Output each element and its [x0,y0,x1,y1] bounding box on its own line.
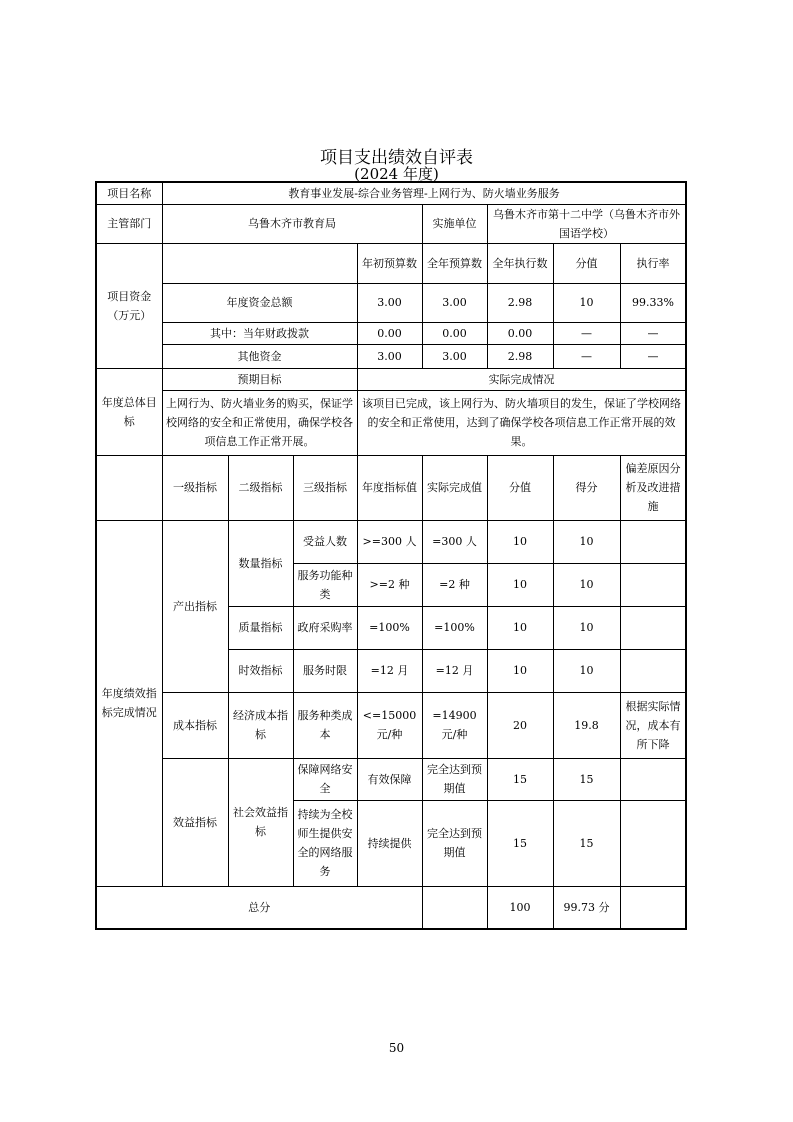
funds-cell: 2.98 [487,283,553,322]
indicator-header: 实际完成值 [422,455,487,520]
level3-indicator: 保障网络安全 [293,758,357,800]
target-value: 持续提供 [357,800,422,886]
funds-cell: 0.00 [422,322,487,344]
level3-indicator: 服务时限 [293,649,357,692]
funds-cell: 3.00 [422,344,487,368]
actual-header: 实际完成情况 [357,368,686,390]
funds-cell: 2.98 [487,344,553,368]
indicator-got: 10 [553,520,620,563]
funds-header-blank [162,243,357,283]
indicator-score: 20 [487,692,553,758]
funds-cell: — [553,322,620,344]
total-row [96,886,686,929]
target-value: =100% [357,606,422,649]
actual-value: =2 种 [422,563,487,606]
funds-cell: 3.00 [357,283,422,322]
indicator-note: 根据实际情况，成本有所下降 [620,692,686,758]
indicator-header: 分值 [487,455,553,520]
actual-value: =12 月 [422,649,487,692]
goal-label: 年度总体目标 [96,368,162,455]
indicator-note [620,606,686,649]
actual-value: 完全达到预期值 [422,758,487,800]
indicator-note [620,520,686,563]
indicator-header: 年度指标值 [357,455,422,520]
performance-table [95,181,687,930]
expected-header: 预期目标 [162,368,357,390]
funds-header-row [96,243,686,283]
indicator-got: 10 [553,606,620,649]
expected-goal: 上网行为、防火墙业务的购买，保证学校网络的安全和正常使用，确保学校各项信息工作正常开展。 [162,390,357,455]
funds-cell: 3.00 [357,344,422,368]
funds-header: 年初预算数 [357,243,422,283]
indicator-note [620,800,686,886]
funds-header: 执行率 [620,243,686,283]
indicator-got: 15 [553,758,620,800]
funds-header: 全年执行数 [487,243,553,283]
department-name: 乌鲁木齐市教育局 [162,204,422,243]
indicator-note [620,758,686,800]
unit-name: 乌鲁木齐市第十二中学（乌鲁木齐市外国语学校） [487,204,686,243]
indicator-row [96,692,686,758]
indicator-note [620,563,686,606]
target-value: >=300 人 [357,520,422,563]
level2-indicator: 经济成本指标 [228,692,293,758]
indicator-score: 10 [487,649,553,692]
department-row [96,204,686,243]
level2-indicator: 质量指标 [228,606,293,649]
funds-cell: 3.00 [422,283,487,322]
indicator-header-blank [96,455,162,520]
total-score: 100 [487,886,553,929]
level2-indicator: 时效指标 [228,649,293,692]
funds-cell: 99.33% [620,283,686,322]
page-subtitle: (2024 年度) [354,165,439,183]
page-number: 50 [388,1041,405,1055]
funds-row [96,283,686,322]
funds-cell: 10 [553,283,620,322]
funds-cell: — [620,322,686,344]
indicator-score: 10 [487,563,553,606]
department-label: 主管部门 [96,204,162,243]
indicator-score: 15 [487,800,553,886]
funds-row-name: 其中：当年财政拨款 [162,322,357,344]
target-value: >=2 种 [357,563,422,606]
unit-label: 实施单位 [422,204,487,243]
indicator-got: 19.8 [553,692,620,758]
indicator-score: 15 [487,758,553,800]
actual-result: 该项目已完成，该上网行为、防火墙项目的发生，保证了学校网络的安全和正常使用，达到了确保学校各项信息工作正常开展的效果。 [357,390,686,455]
indicator-score: 10 [487,520,553,563]
level1-indicator: 效益指标 [162,758,228,886]
total-got: 99.73 分 [553,886,620,929]
funds-row-name: 年度资金总额 [162,283,357,322]
indicator-header: 得分 [553,455,620,520]
indicator-header: 三级指标 [293,455,357,520]
total-note [620,886,686,929]
indicator-got: 10 [553,563,620,606]
funds-cell: — [620,344,686,368]
level3-indicator: 政府采购率 [293,606,357,649]
level1-indicator: 成本指标 [162,692,228,758]
goal-row [96,390,686,455]
funds-row [96,344,686,368]
level2-indicator: 社会效益指标 [228,758,293,886]
target-value: =12 月 [357,649,422,692]
project-name: 教育事业发展-综合业务管理-上网行为、防火墙业务服务 [162,182,686,204]
funds-row-name: 其他资金 [162,344,357,368]
target-value: <=15000 元/种 [357,692,422,758]
actual-value: =14900 元/种 [422,692,487,758]
indicator-note [620,649,686,692]
level2-indicator: 数量指标 [228,520,293,606]
funds-row [96,322,686,344]
indicator-header-row [96,455,686,520]
indicator-row [96,758,686,800]
funds-cell: 0.00 [357,322,422,344]
indicator-got: 10 [553,649,620,692]
level1-indicator: 产出指标 [162,520,228,692]
indicator-score: 10 [487,606,553,649]
funds-header: 全年预算数 [422,243,487,283]
indicator-row [96,520,686,563]
funds-header: 分值 [553,243,620,283]
indicator-header: 一级指标 [162,455,228,520]
level3-indicator: 服务功能种类 [293,563,357,606]
level3-indicator: 持续为全校师生提供安全的网络服务 [293,800,357,886]
total-label: 总分 [96,886,422,929]
funds-label: 项目资金（万元） [96,243,162,368]
target-value: 有效保障 [357,758,422,800]
funds-cell: — [553,344,620,368]
total-blank [422,886,487,929]
level3-indicator: 服务种类成本 [293,692,357,758]
funds-cell: 0.00 [487,322,553,344]
project-row [96,182,686,204]
page-title: 项目支出绩效自评表 [320,148,473,168]
level3-indicator: 受益人数 [293,520,357,563]
project-label: 项目名称 [96,182,162,204]
actual-value: 完全达到预期值 [422,800,487,886]
indicator-header: 二级指标 [228,455,293,520]
indicator-got: 15 [553,800,620,886]
indicator-section-label: 年度绩效指标完成情况 [96,520,162,886]
goal-header-row [96,368,686,390]
actual-value: =300 人 [422,520,487,563]
indicator-header: 偏差原因分析及改进措施 [620,455,686,520]
actual-value: =100% [422,606,487,649]
